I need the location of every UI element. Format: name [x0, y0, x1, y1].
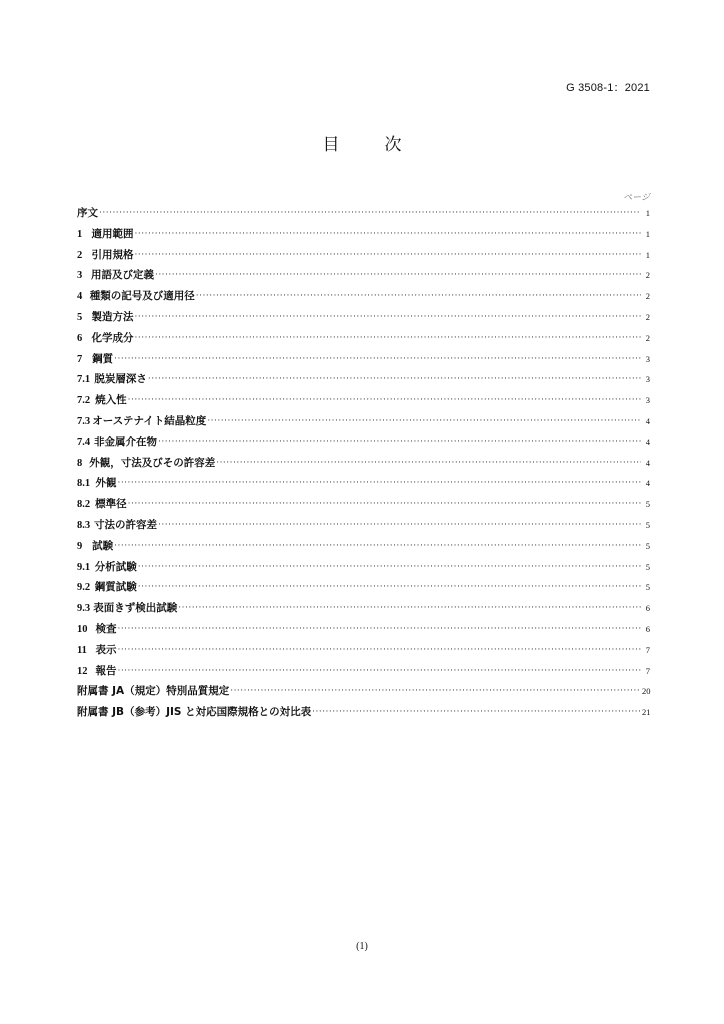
toc-entry-page: 7 [645, 665, 650, 676]
page-number: (1) [356, 941, 368, 952]
table-of-contents [77, 205, 650, 725]
toc-entry [77, 309, 650, 330]
toc-entry [77, 496, 650, 517]
toc-entry [77, 371, 650, 392]
toc-entry-number: 4 [77, 291, 83, 303]
dot-leader [230, 686, 641, 696]
dot-leader [196, 291, 641, 301]
toc-entry-title: 非金属介在物 [94, 435, 158, 448]
toc-entry-title: オーステナイト結晶粒度 [92, 414, 207, 427]
dot-leader [135, 333, 641, 343]
toc-entry [77, 455, 650, 476]
toc-entry [77, 663, 650, 684]
toc-entry [77, 288, 650, 309]
dot-leader [158, 437, 641, 447]
toc-entry-title: 引用規格 [91, 248, 134, 261]
dot-leader [135, 229, 641, 239]
toc-entry [77, 517, 650, 538]
toc-entry-number: 2 [77, 249, 83, 261]
toc-entry-page: 2 [645, 332, 650, 343]
toc-entry-title: 鋼質 [92, 352, 114, 365]
toc-entry-number: 11 [77, 644, 87, 656]
toc-entry-title: 試験 [92, 539, 114, 552]
toc-entry-number: 12 [77, 665, 88, 677]
page-title: 目 次 [322, 135, 416, 155]
dot-leader [128, 499, 641, 509]
toc-entry [77, 579, 650, 600]
toc-entry [77, 683, 650, 704]
toc-entry-page: 6 [645, 603, 650, 614]
toc-entry [77, 475, 650, 496]
dot-leader [158, 520, 641, 530]
dot-leader [114, 354, 641, 364]
toc-entry-page: 1 [645, 208, 650, 218]
dot-leader [178, 603, 641, 613]
document-id: G 3508-1：2021 [566, 82, 650, 94]
toc-entry-title: 脱炭層深さ [94, 373, 147, 386]
dot-leader [99, 208, 641, 218]
toc-entry-page: 5 [645, 499, 650, 510]
toc-entry-title: 附属書 JA（規定）特別品質規定 [77, 685, 230, 698]
toc-entry [77, 330, 650, 351]
toc-entry-page: 7 [645, 644, 650, 655]
toc-entry [77, 621, 650, 642]
toc-entry [77, 392, 650, 413]
toc-entry [77, 226, 650, 247]
page-column-label: ページ [623, 193, 650, 203]
toc-entry [77, 704, 650, 725]
toc-entry-title: 表示 [95, 643, 117, 656]
toc-entry [77, 642, 650, 663]
toc-entry-number: 8.1 [77, 478, 91, 490]
toc-entry-page: 5 [645, 519, 650, 530]
dot-leader [117, 624, 641, 634]
toc-entry-title: 外観，寸法及びその許容差 [89, 456, 216, 469]
toc-entry-number: 6 [77, 332, 83, 344]
dot-leader [135, 312, 641, 322]
dot-leader [155, 270, 641, 280]
toc-entry-number: 3 [77, 270, 83, 282]
toc-entry-number: 8.3 [77, 519, 91, 531]
dot-leader [312, 707, 641, 717]
toc-entry-title: 化学成分 [91, 331, 134, 344]
toc-entry-page: 2 [645, 311, 650, 322]
toc-entry-page: 1 [645, 249, 650, 260]
toc-entry-number: 7 [77, 353, 83, 365]
toc-entry-page: 2 [645, 270, 650, 281]
toc-entry-page: 3 [645, 353, 650, 364]
toc-entry-page: 3 [645, 395, 650, 406]
toc-entry [77, 205, 650, 226]
dot-leader [216, 458, 641, 468]
toc-entry-page: 4 [645, 415, 650, 426]
toc-entry-title: 種類の記号及び適用径 [89, 290, 195, 303]
toc-entry-number: 9.3 [77, 603, 91, 615]
toc-entry-title: 報告 [95, 664, 117, 677]
toc-entry-title: 用語及び定義 [90, 269, 154, 282]
toc-entry-page: 5 [645, 582, 650, 593]
toc-entry-page: 6 [645, 623, 650, 634]
toc-entry-number: 7.3 [77, 415, 91, 427]
toc-entry-title: 鋼質試験 [94, 581, 137, 594]
toc-entry-page: 20 [642, 686, 651, 697]
toc-entry-page: 21 [642, 707, 651, 718]
toc-entry-title: 序文 [77, 207, 98, 219]
toc-entry [77, 538, 650, 559]
toc-entry-title: 標準径 [95, 498, 127, 511]
toc-entry [77, 413, 650, 434]
toc-entry-number: 9 [77, 540, 83, 552]
dot-leader [128, 395, 641, 405]
toc-entry-number: 8.2 [77, 499, 91, 511]
dot-leader [117, 478, 641, 488]
dot-leader [117, 645, 641, 655]
toc-entry-page: 3 [645, 374, 650, 385]
toc-entry-title: 適用範囲 [91, 227, 134, 240]
toc-entry-page: 4 [645, 457, 650, 468]
dot-leader [138, 562, 641, 572]
toc-entry-number: 9.1 [77, 561, 91, 573]
toc-entry-title: 附属書 JB（参考）JIS と対応国際規格との対比表 [77, 706, 312, 719]
toc-entry-page: 5 [645, 561, 650, 572]
toc-entry-number: 9.2 [77, 582, 91, 594]
toc-entry-number: 7.2 [77, 395, 91, 407]
toc-entry-page: 2 [645, 291, 650, 302]
toc-entry-number: 7.1 [77, 374, 91, 386]
toc-entry-title: 寸法の許容差 [94, 518, 158, 531]
dot-leader [138, 582, 641, 592]
dot-leader [117, 666, 641, 676]
toc-entry-title: 表面きず検出試験 [93, 602, 178, 615]
toc-entry-page: 4 [645, 436, 650, 447]
toc-entry-title: 分析試験 [94, 560, 137, 573]
toc-entry [77, 600, 650, 621]
toc-entry-number: 5 [77, 311, 83, 323]
toc-entry-title: 外観 [95, 477, 117, 490]
toc-entry-page: 1 [645, 228, 650, 239]
dot-leader [148, 374, 641, 384]
toc-entry-number: 1 [77, 228, 83, 240]
dot-leader [114, 541, 641, 551]
dot-leader [207, 416, 641, 426]
toc-entry-number: 8 [77, 457, 83, 469]
toc-entry-number: 10 [77, 623, 88, 635]
toc-entry [77, 351, 650, 372]
toc-entry [77, 247, 650, 268]
toc-entry-title: 検査 [95, 622, 117, 635]
toc-entry-number: 7.4 [77, 436, 91, 448]
toc-entry-title: 製造方法 [91, 310, 134, 323]
toc-entry-page: 5 [645, 540, 650, 551]
toc-entry [77, 559, 650, 580]
toc-entry [77, 267, 650, 288]
toc-entry-title: 焼入性 [95, 394, 127, 407]
toc-entry-page: 4 [645, 478, 650, 489]
dot-leader [135, 250, 641, 260]
toc-entry [77, 434, 650, 455]
